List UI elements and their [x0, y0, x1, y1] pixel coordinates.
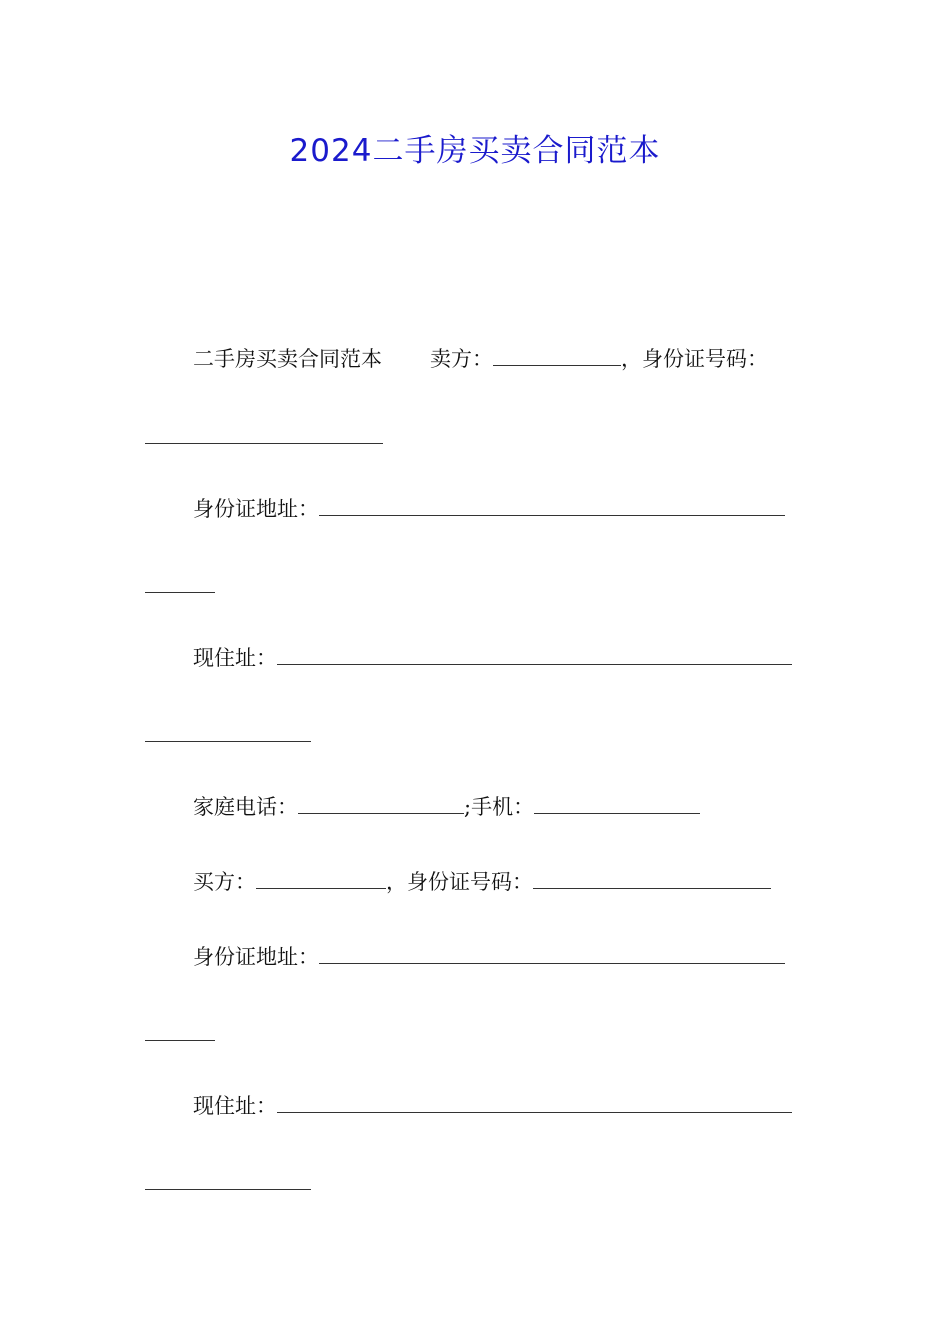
seller-line: [193, 344, 768, 374]
home-phone-blank[interactable]: [298, 793, 464, 814]
buyer-current-address-blank-cont[interactable]: [145, 1189, 311, 1190]
buyer-name-blank[interactable]: [256, 868, 386, 889]
buyer-id-address-blank-cont[interactable]: [145, 1040, 215, 1041]
buyer-label: 买方：: [193, 870, 256, 894]
seller-current-address-blank[interactable]: [277, 644, 792, 665]
buyer-line: [193, 867, 771, 897]
seller-current-address-line: [193, 643, 792, 673]
seller-label: 卖方：: [430, 347, 493, 371]
buyer-id-address-line: [193, 942, 785, 972]
seller-id-label: ，身份证号码：: [621, 347, 768, 371]
home-phone-label: 家庭电话：: [193, 795, 298, 819]
seller-id-address-blank[interactable]: [319, 495, 785, 516]
mobile-blank[interactable]: [534, 793, 700, 814]
buyer-id-address-label: 身份证地址：: [193, 945, 319, 969]
buyer-current-address-line: [193, 1091, 792, 1121]
seller-name-blank[interactable]: [493, 345, 621, 366]
document-title: 2024二手房买卖合同范本: [289, 133, 661, 169]
seller-id-address-label: 身份证地址：: [193, 497, 319, 521]
contract-heading: 二手房买卖合同范本: [193, 347, 382, 371]
buyer-id-blank[interactable]: [533, 868, 771, 889]
seller-id-address-blank-cont[interactable]: [145, 592, 215, 593]
buyer-current-address-blank[interactable]: [277, 1092, 792, 1113]
seller-id-address-line: [193, 494, 785, 524]
seller-phone-line: [193, 792, 700, 822]
buyer-current-address-label: 现住址：: [193, 1094, 277, 1118]
seller-current-address-blank-cont[interactable]: [145, 741, 311, 742]
seller-id-blank[interactable]: [145, 443, 383, 444]
seller-current-address-label: 现住址：: [193, 646, 277, 670]
buyer-id-label: ，身份证号码：: [386, 870, 533, 894]
buyer-id-address-blank[interactable]: [319, 943, 785, 964]
mobile-label: ;手机：: [464, 795, 535, 819]
